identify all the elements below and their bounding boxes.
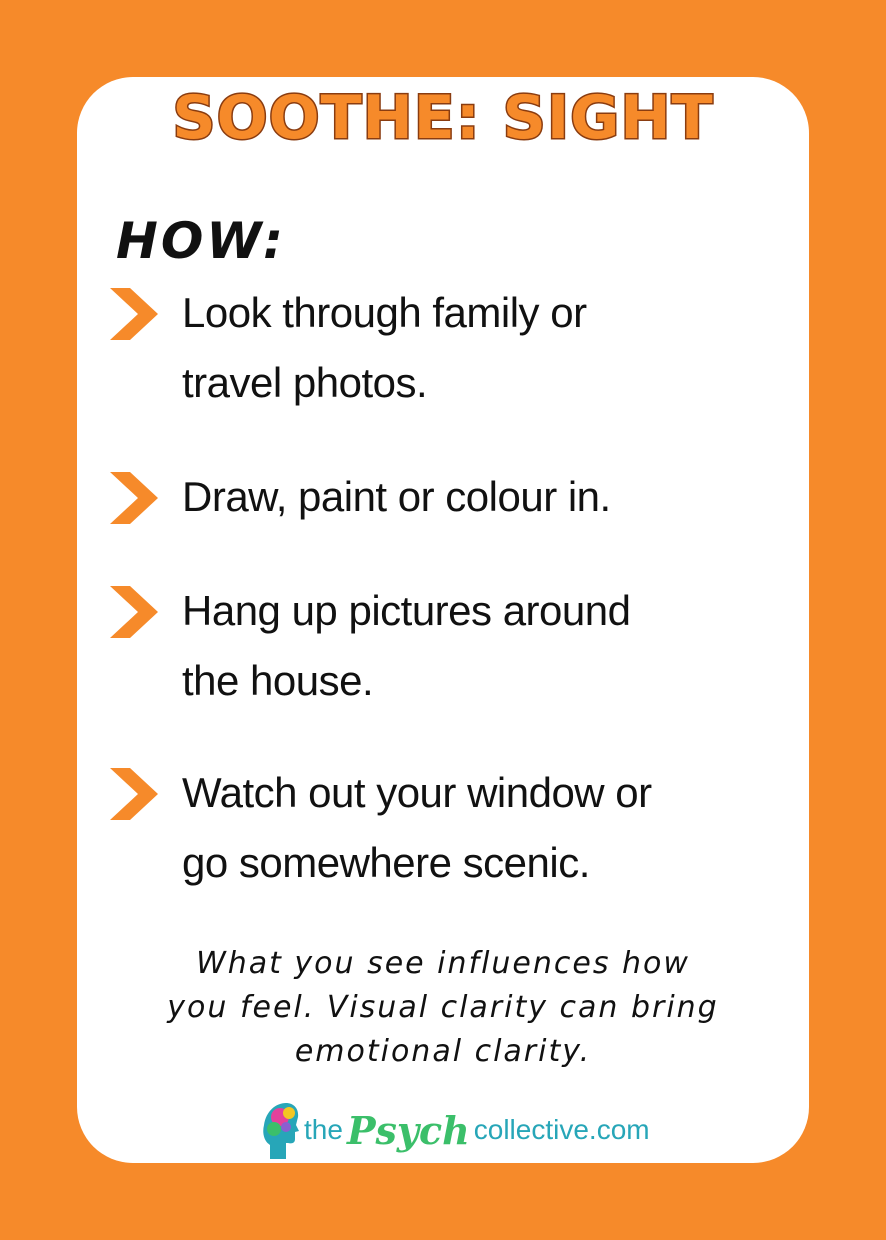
quote-line: you feel. Visual clarity can bring (167, 990, 719, 1025)
quote-line: emotional clarity. (294, 1034, 592, 1069)
section-label: HOW: (116, 212, 286, 270)
chevron-right-icon (110, 768, 158, 820)
logo-text-the: the (304, 1114, 343, 1145)
list-item-line: Watch out your window or (182, 769, 652, 816)
head-silhouette-icon (262, 1099, 300, 1161)
logo-text-domain: collective.com (473, 1114, 650, 1145)
quote (100, 942, 786, 1074)
list-item-line: go somewhere scenic. (182, 839, 590, 886)
chevron-right-icon (110, 288, 158, 340)
chevron-right-icon (110, 472, 158, 524)
logo-text-psych: Psych (346, 1107, 470, 1153)
list-item-line: Look through family or (182, 289, 587, 336)
list-item-line: travel photos. (182, 359, 428, 406)
list-item-line: Hang up pictures around (182, 587, 631, 634)
chevron-right-icon (110, 586, 158, 638)
list-item-line: Draw, paint or colour in. (182, 473, 611, 520)
list-item-line: the house. (182, 657, 374, 704)
brand-logo[interactable] (262, 1098, 650, 1162)
page-title: SOOTHE: SIGHT (172, 83, 714, 153)
quote-line: What you see influences how (196, 946, 690, 981)
